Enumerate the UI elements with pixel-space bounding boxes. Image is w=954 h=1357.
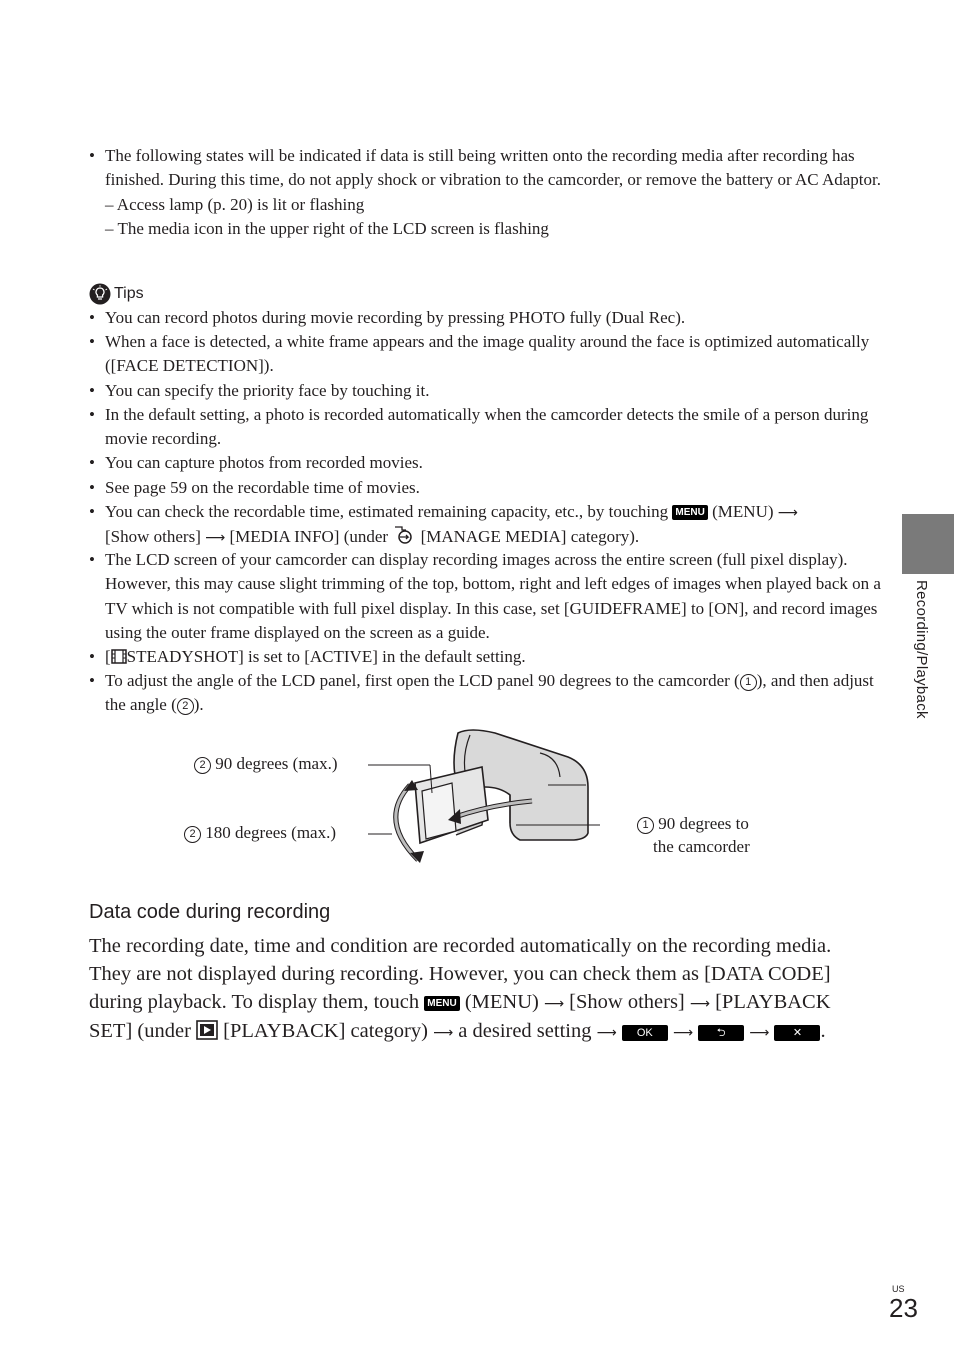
tip-item: • You can record photos during movie recording by pressing PHOTO fully (Dual Rec).: [89, 306, 889, 330]
tip-item: • See page 59 on the recordable time of movies.: [89, 476, 889, 500]
arrow-right-icon: ⟶: [543, 995, 565, 1012]
tip-text: [MEDIA INFO] (under: [229, 527, 389, 547]
tip-item: • You can capture photos from recorded movies.: [89, 451, 889, 475]
paragraph-text: [PLAYBACK] category): [223, 1020, 428, 1043]
camcorder-lcd-illustration: [360, 725, 600, 865]
return-button-icon: ⮌: [698, 1025, 744, 1041]
figure-label-text: 90 degrees to: [658, 814, 749, 833]
tip-text: [Show others]: [105, 527, 201, 547]
menu-icon: MENU: [672, 505, 707, 520]
tips-label: Tips: [114, 285, 144, 302]
tip-item: • [ STEADYSHOT] is set to [ACTIVE] in the default setting.: [89, 647, 526, 666]
tip-item: • You can check the recordable time, estimated remaining capacity, etc., by touching MENU (MENU) ⟶ [Show others] ⟶ [MEDIA INFO] (under [MANAGE MEDIA] category).: [89, 502, 798, 547]
film-icon: [111, 649, 127, 664]
section-tab: [902, 514, 954, 574]
circled-number: 2: [194, 757, 211, 774]
tip-item: • When a face is detected, a white frame appears and the image quality around the face is optimized automatically ([FACE DETECTION]).: [89, 330, 889, 379]
tips-bulb-icon: [89, 283, 111, 305]
figure-label-text: 180 degrees (max.): [205, 823, 337, 842]
circled-number: 2: [177, 698, 194, 715]
paragraph-text: a desired setting: [458, 1020, 592, 1043]
tip-text: (MENU): [712, 502, 774, 521]
figure-label-180: [184, 821, 336, 845]
arrow-right-icon: ⟶: [433, 1025, 454, 1042]
figure-label-90: [194, 752, 338, 776]
tip-item: • In the default setting, a photo is recorded automatically when the camcorder detects the smile of a person during movie recording.: [89, 403, 889, 452]
playback-icon: [196, 1020, 218, 1040]
tip-text: When a face is detected, a white frame appears and the image quality around the face is optimized automatically ([FACE DETECTION]).: [105, 332, 870, 376]
section-tab-label: Recording/Playback: [913, 580, 930, 719]
arrow-right-icon: ⟶: [689, 995, 710, 1012]
paragraph-text: [PLAYBACK SET] (under: [89, 990, 831, 1043]
arrow-right-icon: ⟶: [777, 505, 798, 521]
note-sub1: – Access lamp (p. 20) is lit or flashing: [105, 194, 365, 214]
arrow-right-icon: ⟶: [749, 1025, 770, 1042]
datacode-paragraph: [89, 933, 869, 1048]
paragraph-text: [Show others]: [569, 990, 685, 1013]
arrow-right-icon: ⟶: [596, 1025, 617, 1042]
tip-text: You can specify the priority face by touching it.: [105, 381, 430, 400]
tip-text: The LCD screen of your camcorder can display recording images across the entire screen (full pixel display). However, this may cause slight trimming of the top, bottom, right and left edges of images when played back on a TV which is not compatible with full pixel display. In this case, set [GUIDEFRAME] to [ON], and record images using the outer frame displayed on the screen as a guide.: [105, 550, 881, 642]
close-button-icon: ✕: [774, 1025, 820, 1041]
tip-text: See page 59 on the recordable time of movies.: [105, 478, 420, 497]
arrow-right-icon: ⟶: [205, 530, 226, 547]
circled-number: 1: [637, 817, 654, 834]
tip-text: You can check the recordable time, estimated remaining capacity, etc., by touching: [105, 502, 669, 521]
page-number: 23: [889, 1293, 918, 1323]
tip-text: You can capture photos from recorded movies.: [105, 453, 423, 472]
tip-text: To adjust the angle of the LCD panel, first open the LCD panel 90 degrees to the camcorder (: [105, 671, 740, 690]
paragraph-text: (MENU): [464, 990, 539, 1013]
tip-text: [: [105, 647, 111, 666]
tip-text: ).: [193, 695, 204, 715]
section-heading: Data code during recording: [89, 901, 331, 923]
tip-item: • You can specify the priority face by touching it.: [89, 379, 889, 403]
circled-number: 2: [184, 826, 201, 843]
tips-heading: [89, 283, 144, 305]
figure-label-text: 90 degrees (max.): [215, 754, 338, 773]
tip-text: STEADYSHOT] is set to [ACTIVE] in the default setting.: [126, 647, 526, 666]
note-text: The following states will be indicated if data is still being written onto the recording media after recording has finished. During this time, do not apply shock or vibration to the camcorder, or remove the battery or AC Adaptor.: [105, 146, 881, 190]
paragraph-text: .: [820, 1020, 826, 1043]
tip-text: You can record photos during movie recording by pressing PHOTO fully (Dual Rec).: [105, 308, 686, 327]
tip-item: • To adjust the angle of the LCD panel, first open the LCD panel 90 degrees to the camcorder ( 1 ), and then adjust the angle ( 2 ).: [89, 671, 874, 715]
manage-media-icon: [392, 525, 416, 545]
note-sub2: – The media icon in the upper right of the LCD screen is flashing: [105, 218, 549, 238]
ok-button-icon: OK: [622, 1025, 668, 1041]
tip-text: ), and then adjust the angle (: [105, 671, 874, 715]
tip-item: • The LCD screen of your camcorder can display recording images across the entire screen (full pixel display). However, this may cause slight trimming of the top, bottom, right and left edges of images when played back on a TV which is not compatible with full pixel display. In this case, set [GUIDEFRAME] to [ON], and record images using the outer frame displayed on the screen as a guide.: [89, 548, 889, 645]
region-code: US: [892, 1284, 905, 1294]
arrow-right-icon: ⟶: [672, 1025, 694, 1042]
figure-label-text: the camcorder: [653, 837, 750, 856]
menu-icon: MENU: [424, 996, 459, 1011]
tip-text: [MANAGE MEDIA] category).: [420, 527, 640, 547]
tip-text: In the default setting, a photo is recorded automatically when the camcorder detects the smile of a person during movie recording.: [105, 405, 869, 449]
figure-label-camcorder: [637, 812, 750, 858]
circled-number: 1: [740, 674, 757, 691]
note-bullet: • The following states will be indicated if data is still being written onto the recording media after recording has finished. During this time, do not apply shock or vibration to the camcorder, or remove the battery or AC Adaptor. – Access lamp (p. 20) is lit or flashing – The media icon in the upper right of the LCD screen is flashing: [89, 144, 889, 241]
paragraph-text: The recording date, time and condition are recorded automatically on the recording media. They are not displayed during recording. However, you can check them as [DATA CODE] during playback. To display them, touch: [89, 935, 832, 1013]
